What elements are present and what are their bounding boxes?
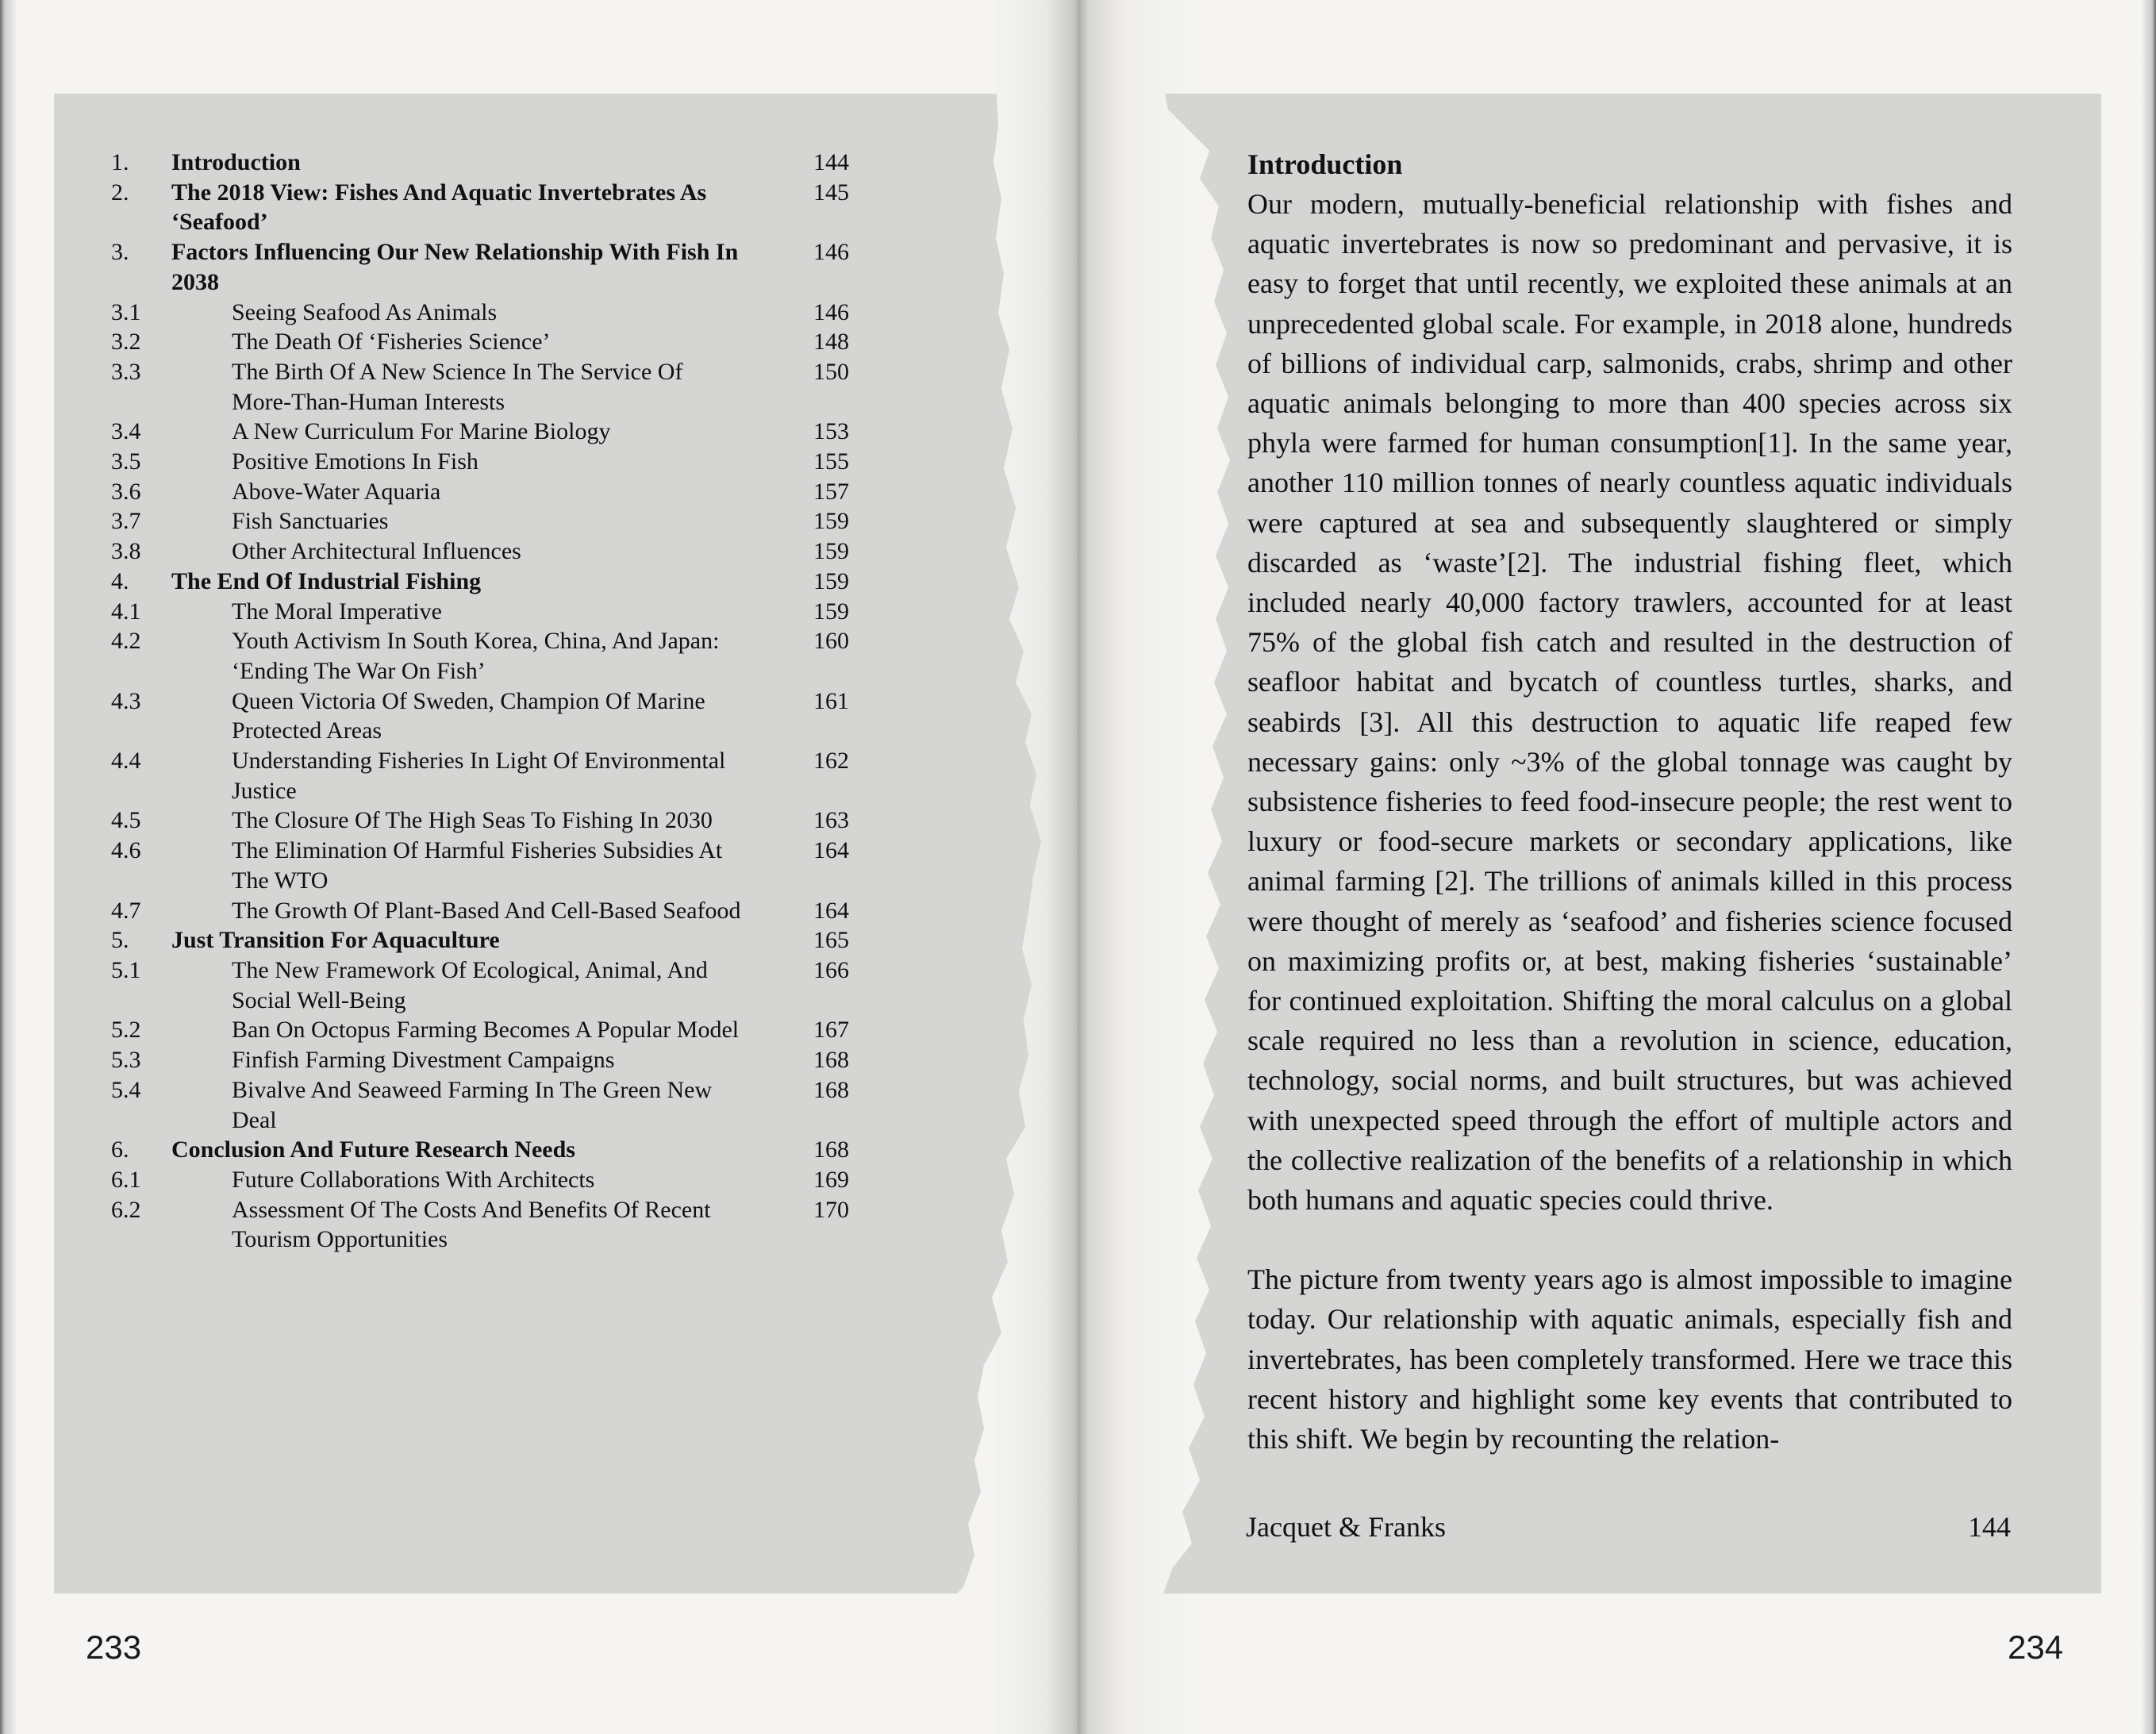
article: [1247, 144, 2012, 1459]
toc-entry-page: 167: [813, 1017, 849, 1044]
body-paragraph: The picture from twenty years ago is almost impossible to imagine today. Our relationship with aquatic animals, especially fish and invertebrates, has been completely transformed. Here we trace this recent history and highlight some key events that contributed to this shift. We begin by recounting the relation-: [1247, 1263, 2012, 1455]
toc-entry-page: 150: [813, 358, 849, 385]
toc-entry-title: Other Architectural Influences: [232, 538, 521, 565]
toc-entry-title: Above-Water Aquaria: [232, 478, 441, 505]
toc-entry: [111, 477, 857, 507]
toc-entry-page: 168: [813, 1136, 849, 1163]
section-heading: Introduction: [1247, 148, 1403, 180]
toc-entry-title: Youth Activism In South Korea, China, And Japan: ‘Ending The War On Fish’: [232, 628, 720, 684]
toc-entry-page: 168: [813, 1047, 849, 1074]
toc-entry: [111, 417, 857, 447]
toc-entry-title: Queen Victoria Of Sweden, Champion Of Marine Protected Areas: [232, 687, 705, 744]
toc-entry-title: Assessment Of The Costs And Benefits Of Recent Tourism Opportunities: [232, 1196, 711, 1253]
toc-entry-title: Ban On Octopus Farming Becomes A Popular Model: [232, 1017, 740, 1044]
toc-entry: [111, 148, 857, 178]
toc-entry-title: Seeing Seafood As Animals: [232, 298, 498, 325]
toc-entry-page: 165: [813, 927, 849, 954]
toc-entry-number: 4.2: [111, 628, 141, 655]
toc-entry-page: 155: [813, 448, 849, 475]
toc-entry-page: 159: [813, 567, 849, 594]
toc-entry-page: 164: [813, 837, 849, 864]
toc-entry: [111, 298, 857, 328]
toc-entry-number: 4.1: [111, 598, 141, 625]
toc-entry-number: 3.: [111, 239, 129, 266]
toc-entry: [111, 536, 857, 567]
toc-entry-page: 166: [813, 956, 849, 983]
toc-entry-title: Conclusion And Future Research Needs: [171, 1136, 575, 1163]
toc-entry: [111, 1195, 857, 1255]
toc-entry: [111, 805, 857, 836]
toc-entry-number: 6.2: [111, 1196, 141, 1223]
toc-entry-page: 161: [813, 687, 849, 714]
toc-entry: [111, 686, 857, 746]
toc-entry-title: The Birth Of A New Science In The Service Of More-Than-Human Interests: [232, 358, 683, 415]
toc-entry: [111, 896, 857, 926]
toc-entry-number: 6.1: [111, 1166, 141, 1193]
table-of-contents: [111, 148, 857, 1255]
toc-entry-title: Finfish Farming Divestment Campaigns: [232, 1047, 615, 1074]
toc-entry-page: 157: [813, 478, 849, 505]
page-number: 234: [2008, 1628, 2064, 1666]
body-paragraph: Our modern, mutually-beneficial relationship with fishes and aquatic invertebrates is now so predominant and pervasive, it is easy to forget that until recently, we exploited these animals at an unprecedented global scale. For example, in 2018 alone, hundreds of billions of individual carp, salmonids, crabs, shrimp and other aquatic animals belonging to more than 400 species across six phyla were farmed for human consumption[1]. In the same year, another 110 million tonnes of nearly countless aquatic individuals were captured at sea and subsequently slaughtered or simply discarded as ‘waste’[2]. The industrial fishing fleet, which included nearly 40,000 factory trawlers, accounted for at least 75% of the global fish catch and resulted in the destruction of seafloor habitat and bycatch of countless turtles, sharks, and seabirds [3]. All this destruction to aquatic life reaped few necessary gains: only ~3% of the global tonnage was caught by subsistence fisheries to feed food-insecure people; the rest went to luxury or food-secure markets or secondary applications, like animal farming [2]. The trillions of animals killed in this process were thought of merely as ‘seafood’ and fisheries science focused on maximizing profits or, at best, making fisheries ‘sustainable’ for continued exploitation. Shifting the moral calculus on a global scale required no less than a revolution in science, education, technology, social norms, and built structures, but was achieved with unexpected speed through the effort of multiple actors and the collective realization of the benefits of a relationship in which both humans and aquatic species could thrive.: [1247, 188, 2012, 1217]
toc-entry: [111, 626, 857, 686]
toc-entry-number: 2.: [111, 179, 129, 206]
toc-entry: [111, 327, 857, 357]
toc-entry-page: 145: [813, 179, 849, 206]
toc-entry-page: 159: [813, 508, 849, 535]
toc-entry-title: Understanding Fisheries In Light Of Environmental Justice: [232, 748, 726, 804]
toc-entry: [111, 836, 857, 895]
toc-entry-title: The Death Of ‘Fisheries Science’: [232, 329, 551, 356]
toc-entry-page: 159: [813, 598, 849, 625]
toc-entry-page: 148: [813, 329, 849, 356]
toc-entry: [111, 357, 857, 417]
toc-entry-title: Fish Sanctuaries: [232, 508, 389, 535]
toc-entry-number: 3.1: [111, 298, 141, 325]
toc-entry: [111, 178, 857, 237]
toc-entry-number: 5.3: [111, 1047, 141, 1074]
toc-entry-title: The New Framework Of Ecological, Animal, And Social Well-Being: [232, 956, 708, 1013]
toc-entry: [111, 597, 857, 627]
toc-entry-number: 5.4: [111, 1076, 141, 1103]
toc-entry-title: Future Collaborations With Architects: [232, 1166, 595, 1193]
toc-entry-page: 146: [813, 298, 849, 325]
toc-entry-page: 146: [813, 239, 849, 266]
toc-entry-number: 4.7: [111, 897, 141, 924]
toc-entry-title: The 2018 View: Fishes And Aquatic Invertebrates As ‘Seafood’: [171, 179, 707, 236]
toc-entry-number: 3.5: [111, 448, 141, 475]
toc-entry-title: Just Transition For Aquaculture: [171, 927, 500, 954]
toc-entry-number: 6.: [111, 1136, 129, 1163]
toc-entry-number: 3.3: [111, 358, 141, 385]
toc-entry-number: 3.8: [111, 538, 141, 565]
toc-entry-title: Bivalve And Seaweed Farming In The Green New Deal: [232, 1076, 713, 1133]
toc-entry-page: 169: [813, 1166, 849, 1193]
toc-entry-title: Introduction: [171, 149, 301, 175]
toc-entry-title: The Elimination Of Harmful Fisheries Subsidies At The WTO: [232, 837, 723, 894]
toc-entry-number: 4.4: [111, 748, 141, 775]
toc-entry-page: 144: [813, 149, 849, 175]
toc-entry: [111, 955, 857, 1015]
running-footer-author: Jacquet & Franks: [1246, 1511, 1446, 1543]
toc-entry-number: 3.2: [111, 329, 141, 356]
toc-entry-title: The Growth Of Plant-Based And Cell-Based Seafood: [232, 897, 741, 924]
toc-entry-number: 1.: [111, 149, 129, 175]
toc-entry: [111, 1135, 857, 1165]
toc-entry-page: 164: [813, 897, 849, 924]
toc-entry-page: 168: [813, 1076, 849, 1103]
toc-entry: [111, 746, 857, 805]
toc-entry: [111, 1045, 857, 1075]
toc-entry-page: 160: [813, 628, 849, 655]
toc-entry-number: 4.6: [111, 837, 141, 864]
toc-entry: [111, 506, 857, 536]
toc-entry-number: 5.: [111, 927, 129, 954]
toc-entry: [111, 447, 857, 477]
toc-entry-number: 4.: [111, 567, 129, 594]
toc-entry-title: The End Of Industrial Fishing: [171, 567, 482, 594]
toc-entry-number: 3.6: [111, 478, 141, 505]
toc-entry-number: 4.5: [111, 807, 141, 834]
toc-entry-page: 159: [813, 538, 849, 565]
toc-entry-page: 163: [813, 807, 849, 834]
toc-entry-number: 5.2: [111, 1017, 141, 1044]
running-footer-page: 144: [1968, 1511, 2011, 1543]
toc-entry: [111, 1015, 857, 1045]
toc-entry-number: 5.1: [111, 956, 141, 983]
toc-entry-number: 4.3: [111, 687, 141, 714]
toc-entry-page: 162: [813, 748, 849, 775]
toc-entry-title: Factors Influencing Our New Relationship With Fish In 2038: [171, 239, 739, 295]
toc-entry: [111, 237, 857, 297]
toc-entry-number: 3.7: [111, 508, 141, 535]
toc-entry: [111, 567, 857, 597]
toc-entry-number: 3.4: [111, 418, 141, 445]
toc-entry: [111, 1165, 857, 1195]
toc-entry-page: 153: [813, 418, 849, 445]
toc-entry: [111, 1075, 857, 1135]
toc-entry-title: The Moral Imperative: [232, 598, 442, 625]
toc-entry-title: A New Curriculum For Marine Biology: [232, 418, 611, 445]
toc-entry-title: The Closure Of The High Seas To Fishing In 2030: [232, 807, 713, 834]
toc-entry: [111, 925, 857, 955]
toc-entry-page: 170: [813, 1196, 849, 1223]
page-number: 233: [86, 1628, 142, 1666]
toc-entry-title: Positive Emotions In Fish: [232, 448, 478, 475]
